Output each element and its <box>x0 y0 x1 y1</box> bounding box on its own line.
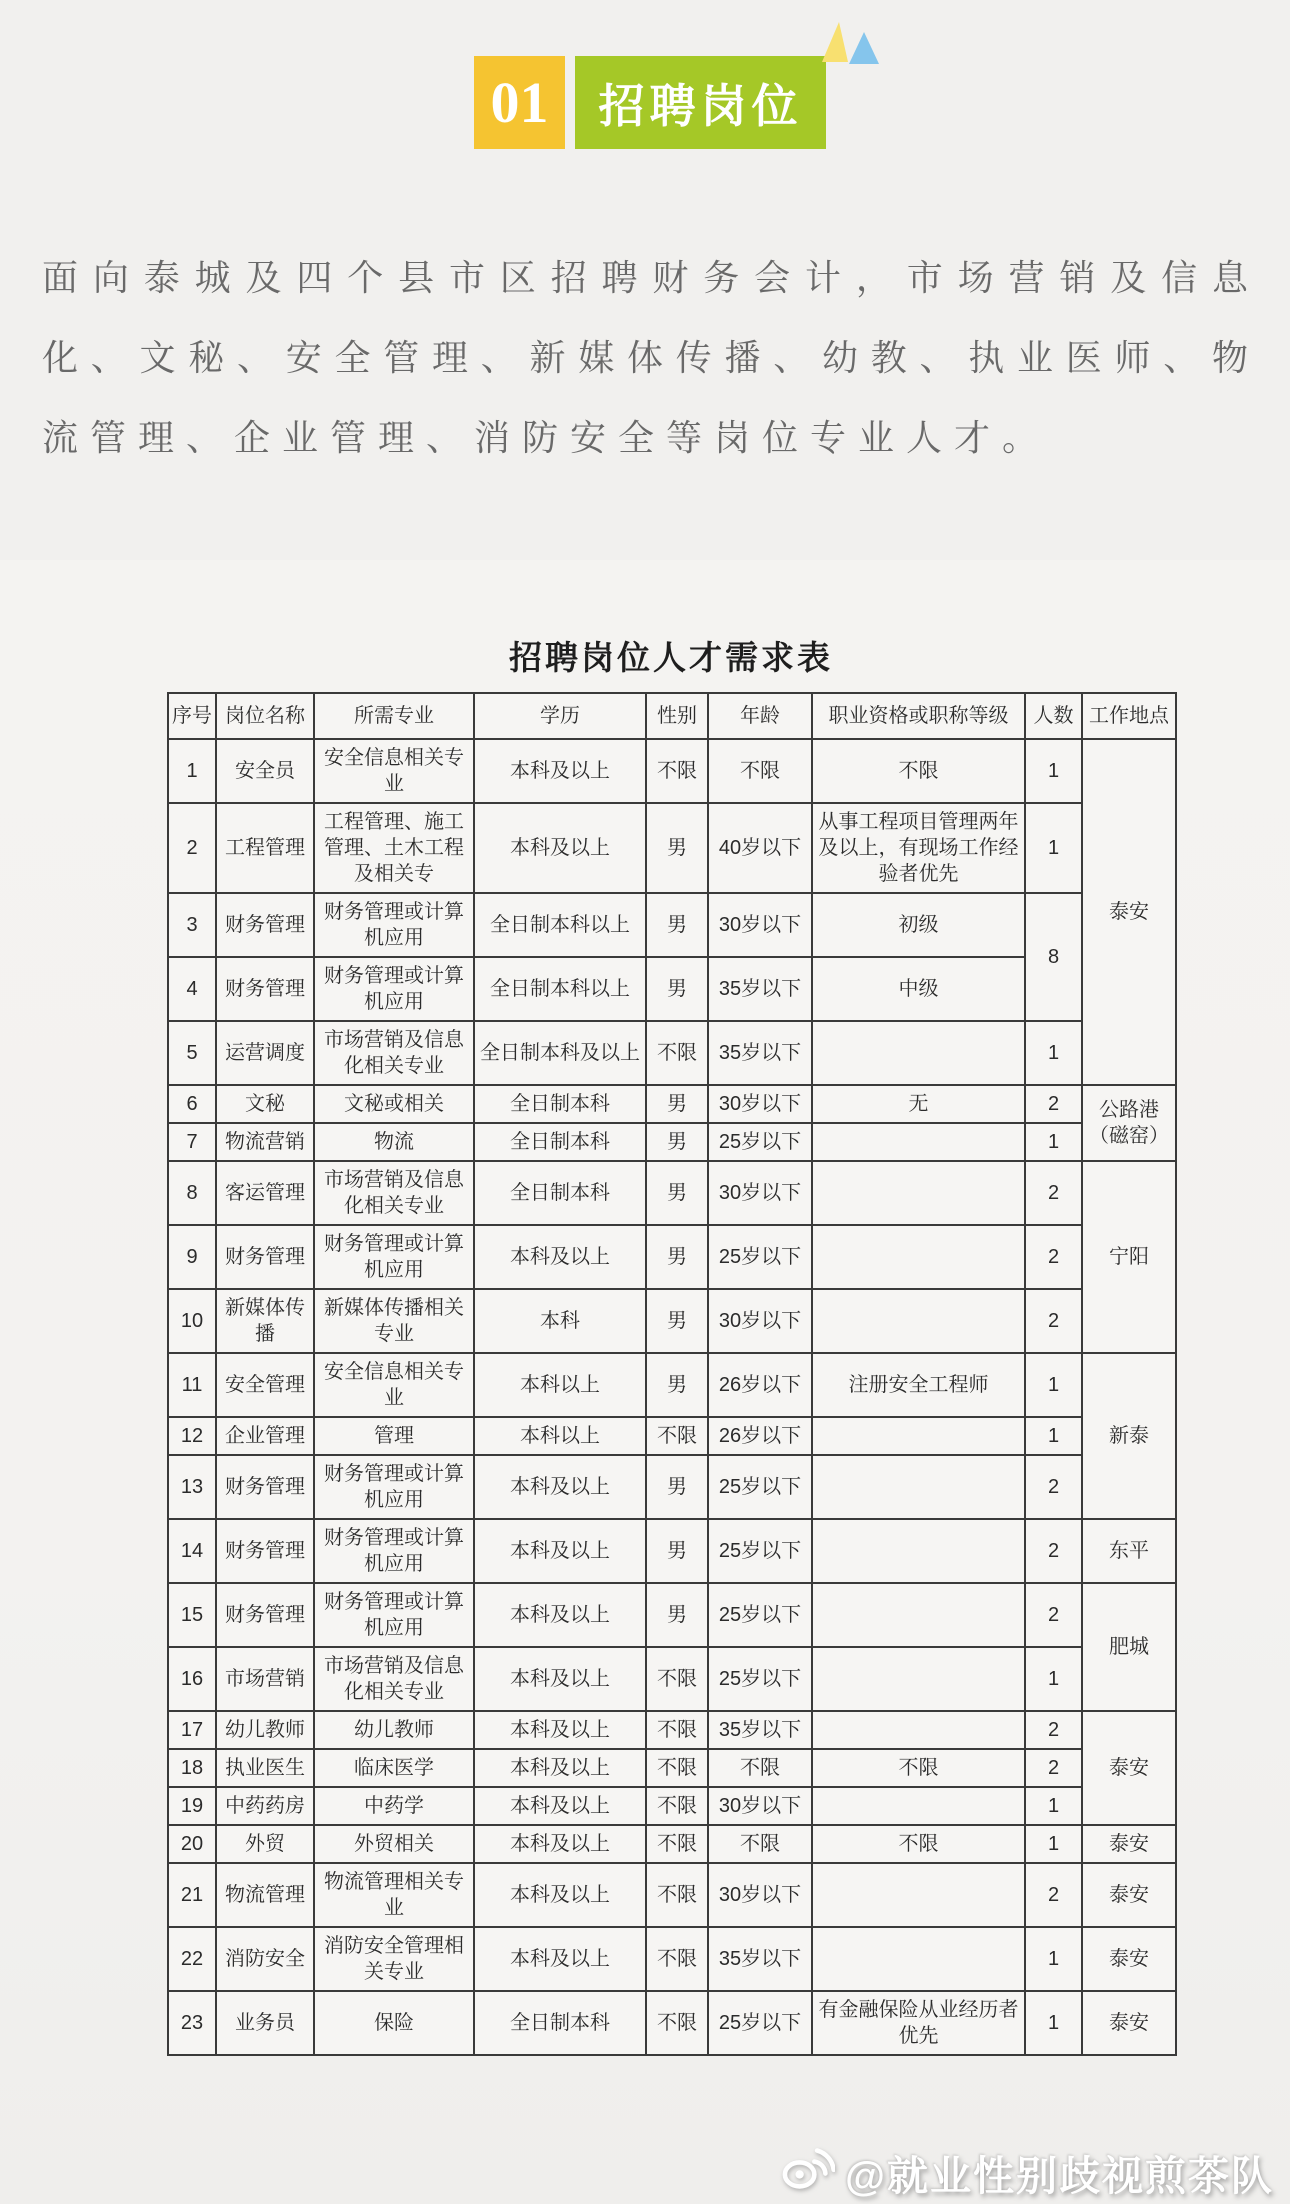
cell-gender: 不限 <box>646 1021 708 1085</box>
cell-qual <box>812 1225 1025 1289</box>
cell-post: 财务管理 <box>216 1583 314 1647</box>
cell-age: 不限 <box>708 1749 812 1787</box>
cell-no: 15 <box>168 1583 216 1647</box>
cell-no: 12 <box>168 1417 216 1455</box>
cell-qual <box>812 1647 1025 1711</box>
cell-qual <box>812 1583 1025 1647</box>
cell-count: 1 <box>1025 1825 1082 1863</box>
cell-post: 物流营销 <box>216 1123 314 1161</box>
cell-age: 不限 <box>708 739 812 803</box>
table-row <box>168 1991 1176 2055</box>
cell-count: 1 <box>1025 803 1082 893</box>
cell-location: 宁阳 <box>1082 1161 1176 1353</box>
cell-major: 管理 <box>314 1417 474 1455</box>
cell-gender: 男 <box>646 1085 708 1123</box>
cell-no: 4 <box>168 957 216 1021</box>
cell-qual <box>812 1787 1025 1825</box>
requirements-table-section <box>167 632 1175 2056</box>
table-body <box>168 739 1176 2055</box>
cell-count: 1 <box>1025 1123 1082 1161</box>
cell-major: 财务管理或计算机应用 <box>314 893 474 957</box>
cell-degree: 全日制本科及以上 <box>474 1021 646 1085</box>
cell-count: 1 <box>1025 1353 1082 1417</box>
cell-degree: 本科及以上 <box>474 1787 646 1825</box>
cell-gender: 男 <box>646 1123 708 1161</box>
cell-post: 财务管理 <box>216 1455 314 1519</box>
cell-no: 14 <box>168 1519 216 1583</box>
cell-qual <box>812 1519 1025 1583</box>
cell-count: 2 <box>1025 1749 1082 1787</box>
cell-post: 市场营销 <box>216 1647 314 1711</box>
cell-major: 安全信息相关专业 <box>314 1353 474 1417</box>
table-row <box>168 1417 1176 1455</box>
cell-location: 泰安 <box>1082 739 1176 1085</box>
col-header-degree: 学历 <box>474 693 646 739</box>
table-row <box>168 739 1176 803</box>
cell-degree: 本科及以上 <box>474 1927 646 1991</box>
cell-count: 2 <box>1025 1583 1082 1647</box>
cell-no: 9 <box>168 1225 216 1289</box>
table-row <box>168 1863 1176 1927</box>
cell-post: 文秘 <box>216 1085 314 1123</box>
cell-degree: 全日制本科 <box>474 1123 646 1161</box>
cell-age: 35岁以下 <box>708 957 812 1021</box>
cell-count: 2 <box>1025 1289 1082 1353</box>
col-header-major: 所需专业 <box>314 693 474 739</box>
cell-no: 21 <box>168 1863 216 1927</box>
cell-degree: 本科及以上 <box>474 1825 646 1863</box>
cell-degree: 全日制本科 <box>474 1085 646 1123</box>
cell-qual: 不限 <box>812 1825 1025 1863</box>
cell-post: 财务管理 <box>216 957 314 1021</box>
cell-degree: 本科及以上 <box>474 803 646 893</box>
cell-qual: 中级 <box>812 957 1025 1021</box>
cell-post: 客运管理 <box>216 1161 314 1225</box>
cell-no: 22 <box>168 1927 216 1991</box>
cell-count: 2 <box>1025 1519 1082 1583</box>
cell-degree: 本科及以上 <box>474 1711 646 1749</box>
col-header-age: 年龄 <box>708 693 812 739</box>
table-row <box>168 1123 1176 1161</box>
cell-major: 财务管理或计算机应用 <box>314 1583 474 1647</box>
table-row <box>168 1927 1176 1991</box>
cell-no: 18 <box>168 1749 216 1787</box>
cell-degree: 全日制本科 <box>474 1161 646 1225</box>
cell-age: 26岁以下 <box>708 1353 812 1417</box>
cell-major: 文秘或相关 <box>314 1085 474 1123</box>
col-header-count: 人数 <box>1025 693 1082 739</box>
cell-post: 财务管理 <box>216 1519 314 1583</box>
table-row <box>168 1519 1176 1583</box>
cell-age: 30岁以下 <box>708 893 812 957</box>
table-row <box>168 1161 1176 1225</box>
cell-post: 财务管理 <box>216 893 314 957</box>
cell-count: 2 <box>1025 1225 1082 1289</box>
cell-qual: 有金融保险从业经历者优先 <box>812 1991 1025 2055</box>
cell-age: 26岁以下 <box>708 1417 812 1455</box>
cell-gender: 男 <box>646 1455 708 1519</box>
table-row <box>168 1225 1176 1289</box>
section-number-badge: 01 <box>474 56 565 149</box>
cell-gender: 不限 <box>646 1927 708 1991</box>
cell-major: 临床医学 <box>314 1749 474 1787</box>
cell-age: 25岁以下 <box>708 1455 812 1519</box>
cell-qual <box>812 1711 1025 1749</box>
cell-major: 财务管理或计算机应用 <box>314 957 474 1021</box>
cell-qual <box>812 1289 1025 1353</box>
cell-qual: 从事工程项目管理两年及以上，有现场工作经验者优先 <box>812 803 1025 893</box>
watermark-handle: @就业性别歧视煎茶队 <box>845 2153 1274 2199</box>
cell-gender: 男 <box>646 893 708 957</box>
cell-count: 2 <box>1025 1863 1082 1927</box>
cell-age: 30岁以下 <box>708 1161 812 1225</box>
cell-gender: 男 <box>646 1289 708 1353</box>
cell-qual <box>812 1455 1025 1519</box>
cell-gender: 男 <box>646 957 708 1021</box>
cell-major: 物流 <box>314 1123 474 1161</box>
cell-gender: 男 <box>646 1225 708 1289</box>
cell-qual <box>812 1927 1025 1991</box>
cell-gender: 男 <box>646 803 708 893</box>
col-header-no: 序号 <box>168 693 216 739</box>
table-row <box>168 1787 1176 1825</box>
table-header-row <box>168 693 1176 739</box>
cell-count: 2 <box>1025 1085 1082 1123</box>
cell-no: 20 <box>168 1825 216 1863</box>
cell-major: 外贸相关 <box>314 1825 474 1863</box>
cell-post: 执业医生 <box>216 1749 314 1787</box>
cell-gender: 不限 <box>646 1863 708 1927</box>
cell-post: 运营调度 <box>216 1021 314 1085</box>
cell-age: 25岁以下 <box>708 1519 812 1583</box>
cell-no: 2 <box>168 803 216 893</box>
cell-degree: 本科 <box>474 1289 646 1353</box>
cell-count: 1 <box>1025 1021 1082 1085</box>
cell-age: 30岁以下 <box>708 1863 812 1927</box>
cell-post: 财务管理 <box>216 1225 314 1289</box>
cell-gender: 男 <box>646 1353 708 1417</box>
cell-degree: 全日制本科 <box>474 1991 646 2055</box>
cell-gender: 不限 <box>646 1647 708 1711</box>
cell-gender: 男 <box>646 1583 708 1647</box>
table-row <box>168 1825 1176 1863</box>
cell-no: 23 <box>168 1991 216 2055</box>
table-row <box>168 893 1176 957</box>
cell-no: 3 <box>168 893 216 957</box>
cell-major: 财务管理或计算机应用 <box>314 1455 474 1519</box>
cell-post: 消防安全 <box>216 1927 314 1991</box>
cell-post: 安全管理 <box>216 1353 314 1417</box>
cell-age: 25岁以下 <box>708 1991 812 2055</box>
cell-post: 业务员 <box>216 1991 314 2055</box>
cell-age: 30岁以下 <box>708 1289 812 1353</box>
cell-major: 工程管理、施工管理、土木工程及相关专 <box>314 803 474 893</box>
cell-age: 35岁以下 <box>708 1711 812 1749</box>
cell-major: 财务管理或计算机应用 <box>314 1225 474 1289</box>
cell-count: 1 <box>1025 739 1082 803</box>
cell-post: 幼儿教师 <box>216 1711 314 1749</box>
cell-location: 东平 <box>1082 1519 1176 1583</box>
table-row <box>168 957 1176 1021</box>
cell-age: 25岁以下 <box>708 1123 812 1161</box>
cell-major: 保险 <box>314 1991 474 2055</box>
cell-degree: 全日制本科以上 <box>474 957 646 1021</box>
cell-count: 2 <box>1025 1711 1082 1749</box>
cell-location: 公路港（磁窑） <box>1082 1085 1176 1161</box>
cell-qual <box>812 1863 1025 1927</box>
cell-no: 10 <box>168 1289 216 1353</box>
weibo-icon <box>779 2145 835 2201</box>
cell-post: 安全员 <box>216 739 314 803</box>
cell-degree: 本科以上 <box>474 1353 646 1417</box>
section-title-badge: 招聘岗位 <box>575 56 826 149</box>
table-row <box>168 1353 1176 1417</box>
cell-degree: 本科及以上 <box>474 1225 646 1289</box>
cell-major: 安全信息相关专业 <box>314 739 474 803</box>
cell-major: 市场营销及信息化相关专业 <box>314 1161 474 1225</box>
table-row <box>168 1085 1176 1123</box>
cell-location: 泰安 <box>1082 1825 1176 1863</box>
cell-count: 1 <box>1025 1927 1082 1991</box>
cell-degree: 本科及以上 <box>474 1647 646 1711</box>
cell-gender: 不限 <box>646 739 708 803</box>
cell-location: 泰安 <box>1082 1863 1176 1927</box>
cell-major: 市场营销及信息化相关专业 <box>314 1647 474 1711</box>
cell-qual: 无 <box>812 1085 1025 1123</box>
cell-gender: 不限 <box>646 1749 708 1787</box>
corner-triangles-icon <box>818 20 882 71</box>
cell-degree: 本科及以上 <box>474 1455 646 1519</box>
cell-count: 1 <box>1025 1991 1082 2055</box>
cell-age: 25岁以下 <box>708 1647 812 1711</box>
table-row <box>168 1289 1176 1353</box>
cell-count: 1 <box>1025 1647 1082 1711</box>
cell-qual <box>812 1161 1025 1225</box>
cell-post: 工程管理 <box>216 803 314 893</box>
col-header-gender: 性别 <box>646 693 708 739</box>
cell-major: 新媒体传播相关专业 <box>314 1289 474 1353</box>
cell-post: 物流管理 <box>216 1863 314 1927</box>
table-row <box>168 1711 1176 1749</box>
cell-gender: 不限 <box>646 1417 708 1455</box>
cell-degree: 本科及以上 <box>474 1749 646 1787</box>
cell-location: 肥城 <box>1082 1583 1176 1711</box>
cell-gender: 不限 <box>646 1991 708 2055</box>
table-row <box>168 1021 1176 1085</box>
table-row <box>168 1583 1176 1647</box>
cell-no: 8 <box>168 1161 216 1225</box>
cell-location: 泰安 <box>1082 1991 1176 2055</box>
requirements-table <box>167 692 1177 2056</box>
cell-degree: 本科及以上 <box>474 1519 646 1583</box>
cell-gender: 不限 <box>646 1825 708 1863</box>
cell-major: 财务管理或计算机应用 <box>314 1519 474 1583</box>
cell-age: 25岁以下 <box>708 1583 812 1647</box>
cell-degree: 全日制本科以上 <box>474 893 646 957</box>
cell-post: 中药药房 <box>216 1787 314 1825</box>
cell-no: 7 <box>168 1123 216 1161</box>
cell-age: 35岁以下 <box>708 1021 812 1085</box>
cell-major: 市场营销及信息化相关专业 <box>314 1021 474 1085</box>
cell-location: 泰安 <box>1082 1927 1176 1991</box>
col-header-qualification: 职业资格或职称等级 <box>812 693 1025 739</box>
watermark <box>779 2143 1274 2202</box>
cell-location: 泰安 <box>1082 1711 1176 1825</box>
cell-qual: 不限 <box>812 739 1025 803</box>
cell-no: 5 <box>168 1021 216 1085</box>
cell-gender: 男 <box>646 1161 708 1225</box>
cell-qual <box>812 1417 1025 1455</box>
cell-qual: 不限 <box>812 1749 1025 1787</box>
cell-degree: 本科及以上 <box>474 1583 646 1647</box>
cell-age: 不限 <box>708 1825 812 1863</box>
cell-gender: 不限 <box>646 1787 708 1825</box>
cell-age: 30岁以下 <box>708 1085 812 1123</box>
cell-count: 1 <box>1025 1417 1082 1455</box>
cell-age: 40岁以下 <box>708 803 812 893</box>
table-row <box>168 1647 1176 1711</box>
cell-location: 新泰 <box>1082 1353 1176 1519</box>
cell-post: 新媒体传播 <box>216 1289 314 1353</box>
intro-paragraph: 面向泰城及四个县市区招聘财务会计，市场营销及信息化、文秘、安全管理、新媒体传播、幼教、执业医师、物流管理、企业管理、消防安全等岗位专业人才。 <box>42 257 1260 458</box>
cell-age: 35岁以下 <box>708 1927 812 1991</box>
cell-qual <box>812 1123 1025 1161</box>
col-header-location: 工作地点 <box>1082 693 1176 739</box>
cell-count: 8 <box>1025 893 1082 1021</box>
cell-count: 1 <box>1025 1787 1082 1825</box>
cell-qual: 初级 <box>812 893 1025 957</box>
cell-qual <box>812 1021 1025 1085</box>
table-row <box>168 1749 1176 1787</box>
cell-no: 16 <box>168 1647 216 1711</box>
cell-no: 11 <box>168 1353 216 1417</box>
col-header-post: 岗位名称 <box>216 693 314 739</box>
cell-no: 17 <box>168 1711 216 1749</box>
cell-no: 19 <box>168 1787 216 1825</box>
table-row <box>168 803 1176 893</box>
cell-major: 幼儿教师 <box>314 1711 474 1749</box>
cell-degree: 本科及以上 <box>474 1863 646 1927</box>
cell-gender: 不限 <box>646 1711 708 1749</box>
cell-no: 1 <box>168 739 216 803</box>
table-title: 招聘岗位人才需求表 <box>509 639 833 676</box>
cell-no: 13 <box>168 1455 216 1519</box>
cell-no: 6 <box>168 1085 216 1123</box>
cell-post: 企业管理 <box>216 1417 314 1455</box>
cell-major: 消防安全管理相关专业 <box>314 1927 474 1991</box>
cell-degree: 本科及以上 <box>474 739 646 803</box>
table-row <box>168 1455 1176 1519</box>
cell-count: 2 <box>1025 1161 1082 1225</box>
cell-age: 30岁以下 <box>708 1787 812 1825</box>
cell-major: 中药学 <box>314 1787 474 1825</box>
cell-degree: 本科以上 <box>474 1417 646 1455</box>
cell-post: 外贸 <box>216 1825 314 1863</box>
cell-gender: 男 <box>646 1519 708 1583</box>
cell-major: 物流管理相关专业 <box>314 1863 474 1927</box>
cell-age: 25岁以下 <box>708 1225 812 1289</box>
cell-qual: 注册安全工程师 <box>812 1353 1025 1417</box>
cell-count: 2 <box>1025 1455 1082 1519</box>
